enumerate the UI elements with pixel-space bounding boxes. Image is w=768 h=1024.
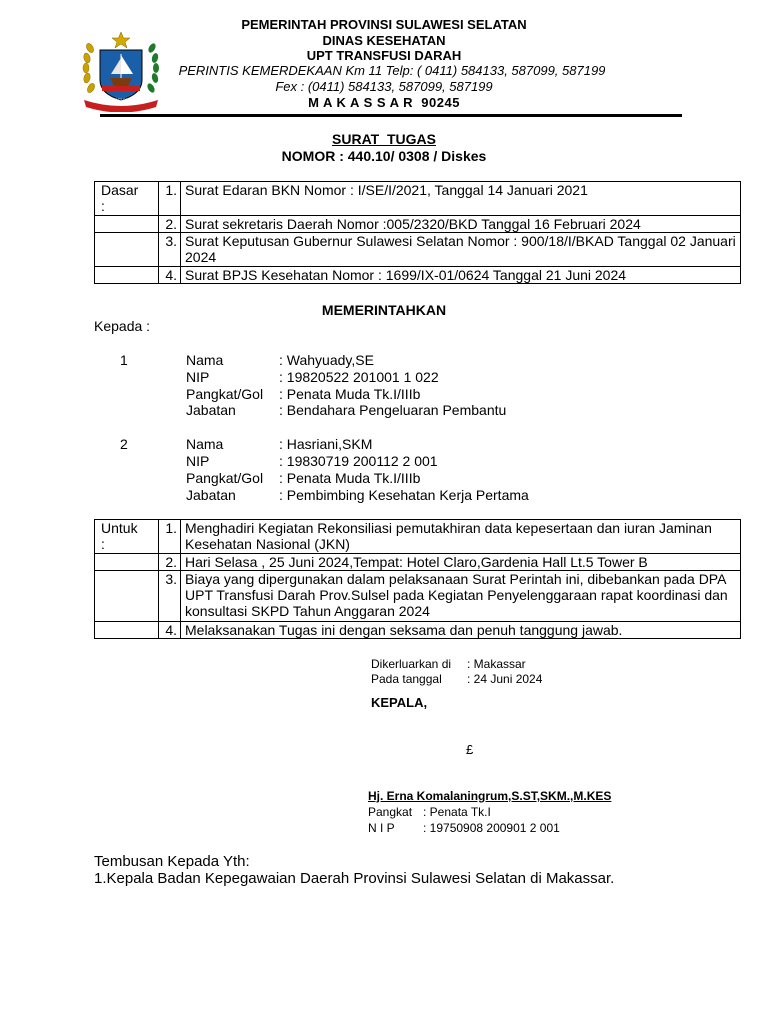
signatory-name: Hj. Erna Komalaningrum,S.ST,SKM.,M.KES [368, 789, 612, 803]
issued-place-value: : Makassar [467, 657, 526, 671]
untuk-text: Menghadiri Kegiatan Rekonsiliasi pemutakhiran data kepesertaan dan iuran Jaminan Kesehatan Nasional (JKN) [181, 520, 741, 554]
cc-title: Tembusan Kepada Yth: [94, 853, 250, 870]
untuk-num: 1. [159, 520, 181, 554]
header-city: M A K A S S A R 90245 [308, 95, 460, 110]
untuk-text: Biaya yang dipergunakan dalam pelaksanaan Surat Perintah ini, dibebankan pada DPA UPT Transfusi Darah Prov.Sulsel pada Kegiatan Penyelenggaraan rapat koordinasi dan konsultasi SKPD Tahun Anggaran 2024 [181, 571, 741, 622]
document-number: NOMOR : 440.10/ 0308 / Diskes [281, 148, 487, 164]
person-field-label: NIP [186, 453, 210, 469]
untuk-text: Hari Selasa , 25 Juni 2024,Tempat: Hotel Claro,Gardenia Hall Lt.5 Tower B [181, 554, 741, 571]
header-government: PEMERINTAH PROVINSI SULAWESI SELATAN [241, 17, 527, 32]
issued-date-label: Pada tanggal [371, 672, 442, 686]
untuk-row [95, 571, 741, 622]
person-field-value: : 19820522 201001 1 022 [279, 369, 439, 385]
kepada-label: Kepada : [94, 318, 151, 334]
command-heading: MEMERINTAHKAN [321, 302, 447, 318]
dasar-row [95, 233, 741, 267]
dasar-num: 2. [159, 216, 181, 233]
header-unit: UPT TRANSFUSI DARAH [306, 48, 462, 63]
untuk-colon: : [101, 536, 105, 552]
dasar-row [95, 182, 741, 216]
signature-mark: £ [466, 742, 474, 757]
person-field-value: : Penata Muda Tk.I/IIIb [279, 386, 421, 402]
person-field-value: : Wahyuady,SE [279, 352, 374, 368]
dasar-num: 3. [159, 233, 181, 267]
issued-date-value: : 24 Juni 2024 [467, 672, 543, 686]
person-number: 2 [120, 436, 128, 452]
untuk-label: Untuk [101, 520, 138, 536]
dasar-text: Surat Edaran BKN Nomor : I/SE/I/2021, Tanggal 14 Januari 2021 [181, 182, 741, 216]
dasar-table [94, 181, 741, 284]
person-field-value: : Bendahara Pengeluaran Pembantu [279, 402, 507, 418]
person-field-value: : 19830719 200112 2 001 [279, 453, 438, 469]
dasar-row [95, 216, 741, 233]
untuk-row [95, 520, 741, 554]
cc-item: 1.Kepala Badan Kepegawaian Daerah Provinsi Sulawesi Selatan di Makassar. [94, 870, 615, 887]
untuk-num: 4. [159, 622, 181, 639]
untuk-num: 3. [159, 571, 181, 622]
header-department: DINAS KESEHATAN [322, 33, 446, 48]
header-fax: Fex : (0411) 584133, 587099, 587199 [275, 79, 493, 94]
untuk-text: Melaksanakan Tugas ini dengan seksama dan penuh tanggung jawab. [181, 622, 741, 639]
dasar-text: Surat BPJS Kesehatan Nomor : 1699/IX-01/0624 Tanggal 21 Juni 2024 [181, 267, 741, 284]
person-field-label: Nama [186, 352, 224, 368]
untuk-table [94, 519, 741, 639]
dasar-text: Surat sekretaris Daerah Nomor :005/2320/BKD Tanggal 16 Februari 2024 [181, 216, 741, 233]
person-field-label: Pangkat/Gol [186, 386, 264, 402]
person-field-label: Pangkat/Gol [186, 470, 264, 486]
untuk-row [95, 622, 741, 639]
signatory-rank-value: : Penata Tk.I [423, 805, 491, 819]
dasar-num: 4. [159, 267, 181, 284]
dasar-row [95, 267, 741, 284]
dasar-text: Surat Keputusan Gubernur Sulawesi Selatan Nomor : 900/18/I/BKAD Tanggal 02 Januari 2024 [181, 233, 741, 267]
dasar-num: 1. [159, 182, 181, 216]
header-address: PERINTIS KEMERDEKAAN Km 11 Telp: ( 0411) 584133, 587099, 587199 [178, 63, 606, 78]
letterhead-divider [100, 114, 682, 117]
person-number: 1 [120, 352, 128, 368]
dasar-label-cell [95, 182, 159, 216]
signatory-nip-label: N I P [368, 821, 395, 835]
person-field-label: Nama [186, 436, 224, 452]
person-field-label: NIP [186, 369, 210, 385]
signer-role: KEPALA, [371, 695, 428, 710]
dasar-colon: : [101, 198, 105, 214]
untuk-num: 2. [159, 554, 181, 571]
signatory-rank-label: Pangkat [368, 805, 413, 819]
person-field-label: Jabatan [186, 402, 236, 418]
untuk-row [95, 554, 741, 571]
person-field-value: : Hasriani,SKM [279, 436, 373, 452]
document-title: SURAT TUGAS [332, 131, 436, 147]
person-field-value: : Pembimbing Kesehatan Kerja Pertama [279, 487, 529, 503]
person-field-label: Jabatan [186, 487, 236, 503]
logo-ribbon-text: SULAWESI SELATAN [97, 99, 145, 104]
person-field-value: : Penata Muda Tk.I/IIIb [279, 470, 421, 486]
signatory-nip-value: : 19750908 200901 2 001 [423, 821, 560, 835]
dasar-label: Dasar [101, 182, 139, 198]
issued-place-label: Dikerluarkan di [371, 657, 452, 671]
untuk-label-cell [95, 520, 159, 554]
